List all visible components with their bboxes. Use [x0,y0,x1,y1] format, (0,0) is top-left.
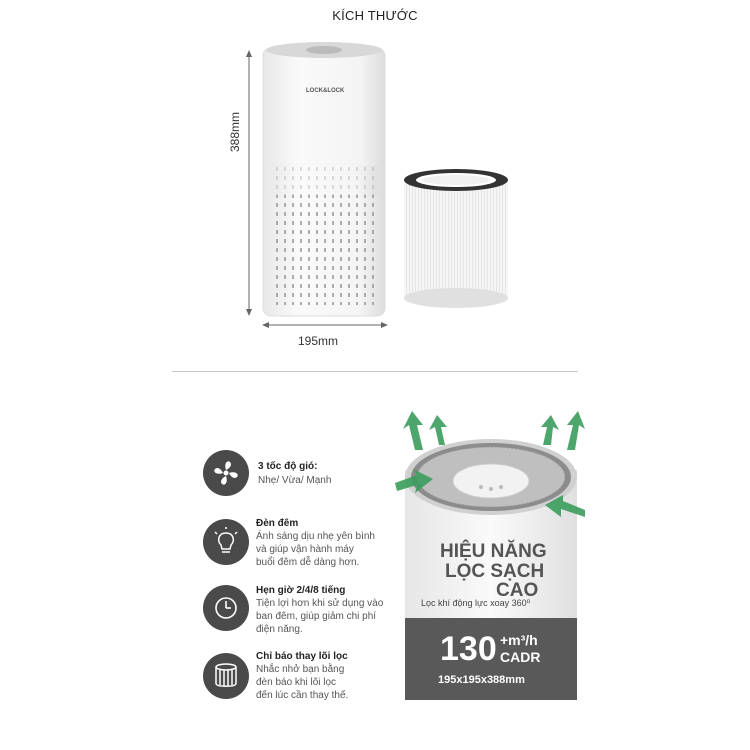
promo-subtitle: Lọc khí động lực xoay 360⁰ [421,598,531,608]
feature-title-filter-indicator: Chỉ báo thay lõi lọc [256,651,348,662]
filter-cartridge-image [400,166,512,312]
feature-desc-timer: Tiện lợi hơn khi sử dụng vào ban đêm, giúp giảm chi phí điện năng. [256,598,384,635]
feature-title-nightlight: Đèn đêm [256,518,299,529]
feature-desc-nightlight: Ánh sáng dịu nhẹ yên bình và giúp vận hành máy buổi đêm dễ dàng hơn. [256,531,375,568]
feature-title-speed: 3 tốc độ gió: [258,461,318,472]
feature-title-timer: Hẹn giờ 2/4/8 tiếng [256,585,346,596]
cadr-label: CADR [500,649,541,665]
brand-logo: LOCK&LOCK [306,88,345,94]
filter-icon [203,653,249,699]
height-dimension: 388mm [228,111,242,152]
promo-line-3: CAO [496,580,539,601]
fan-icon [203,450,249,496]
promo-line-1: HIỆU NĂNG [440,541,547,562]
section-title: KÍCH THƯỚC [332,8,418,23]
cadr-size: 195x195x388mm [438,674,525,686]
width-dimension: 195mm [298,334,339,348]
purifier-top-airflow-image [395,405,585,620]
feature-desc-speed: Nhẹ/ Vừa/ Mạnh [258,475,332,486]
air-purifier-image [258,40,392,325]
promo-line-2: LỌC SẠCH [445,561,545,582]
cadr-unit: +m³/h [500,632,538,648]
feature-desc-filter-indicator: Nhắc nhở bạn bằng đèn báo khi lõi lọc đến lúc cần thay thế. [256,664,349,701]
section-divider [172,371,578,372]
cadr-value: 130 [440,630,497,668]
night-light-icon [203,519,249,565]
clock-icon [203,585,249,631]
